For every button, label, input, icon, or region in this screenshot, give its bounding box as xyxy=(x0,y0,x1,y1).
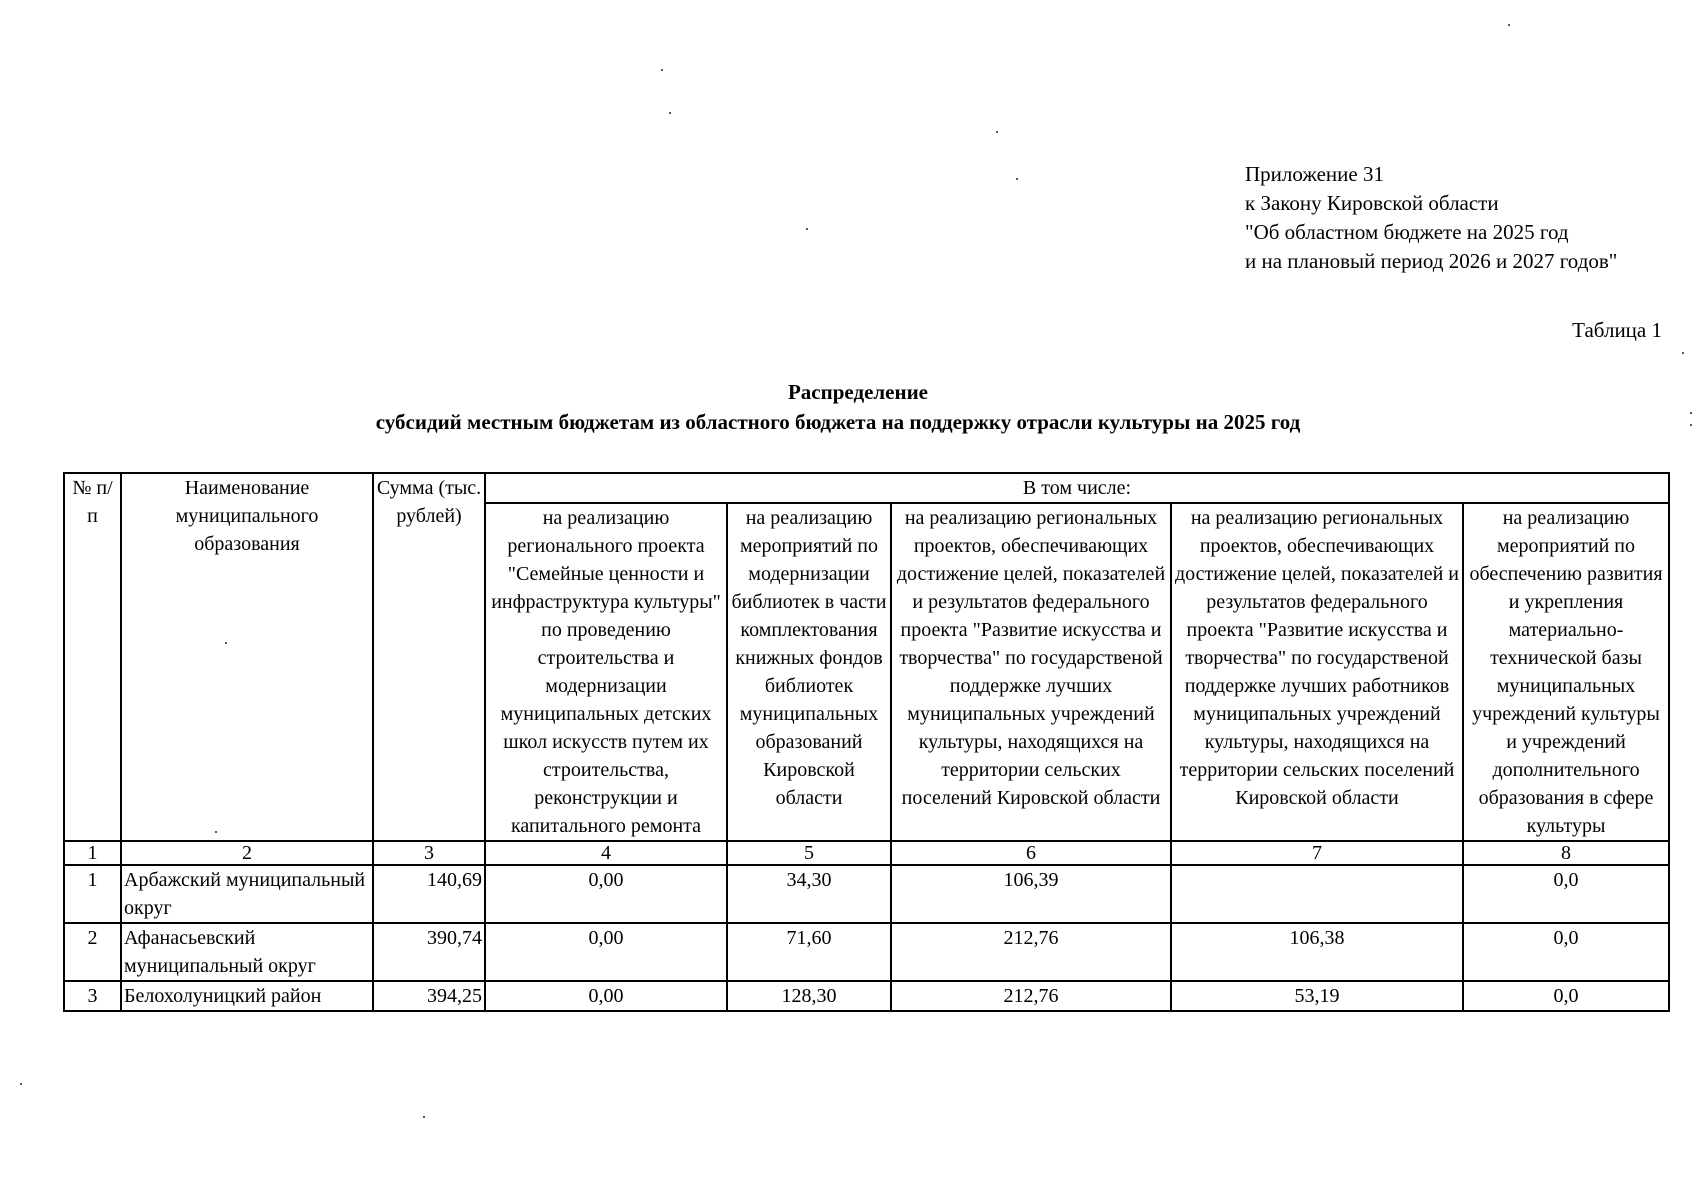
subsidy-table xyxy=(63,472,1670,1012)
row-col7: 106,38 xyxy=(1171,923,1463,981)
title-line-1: Распределение xyxy=(787,380,929,404)
appendix-line: Приложение 31 xyxy=(1245,162,1384,186)
row-sum: 394,25 xyxy=(373,981,485,1011)
row-col5: 128,30 xyxy=(727,981,891,1011)
table-row xyxy=(64,923,1669,981)
scan-speck xyxy=(1016,178,1018,180)
column-number: 1 xyxy=(64,841,121,865)
column-number: 5 xyxy=(727,841,891,865)
column-number: 7 xyxy=(1171,841,1463,865)
header-col7: на реализацию региональных проектов, обеспечивающих достижение целей, показателей и результатов федерального проекта "Развитие искусства и творчества" по государственой поддержке лучших работников муниципальных учреждений культуры, находящихся на территории сельских поселений Кировской области xyxy=(1171,503,1463,841)
row-col5: 34,30 xyxy=(727,865,891,923)
row-col4: 0,00 xyxy=(485,981,727,1011)
column-number: 3 xyxy=(373,841,485,865)
appendix-reference xyxy=(1245,160,1617,276)
appendix-line: "Об областном бюджете на 2025 год xyxy=(1245,220,1569,244)
header-col8: на реализацию мероприятий по обеспечению развития и укрепления материально-технической базы муниципальных учреждений культуры и учреждений дополнительного образования в сфере культуры xyxy=(1463,503,1669,841)
row-sum: 390,74 xyxy=(373,923,485,981)
scan-speck xyxy=(996,131,998,133)
row-col4: 0,00 xyxy=(485,923,727,981)
table-row xyxy=(64,981,1669,1011)
row-col6: 212,76 xyxy=(891,923,1171,981)
column-numbers-row xyxy=(64,841,1669,865)
document-title xyxy=(0,377,1696,437)
row-col5: 71,60 xyxy=(727,923,891,981)
header-sum: Сумма (тыс. рублей) xyxy=(373,473,485,841)
scan-speck xyxy=(669,112,671,114)
appendix-line: и на плановый период 2026 и 2027 годов" xyxy=(1245,249,1618,273)
row-number: 1 xyxy=(64,865,121,923)
title-line-2: субсидий местным бюджетам из областного бюджета на поддержку отрасли культуры на 2025 год xyxy=(375,410,1301,434)
row-col4: 0,00 xyxy=(485,865,727,923)
header-col4: на реализацию регионального проекта "Семейные ценности и инфраструктура культуры" по проведению строительства и модернизации муниципальных детских школ искусств путем их строительства, реконструкции и капитального ремонта xyxy=(485,503,727,841)
appendix-line: к Закону Кировской области xyxy=(1245,191,1499,215)
column-number: 6 xyxy=(891,841,1171,865)
header-col5: на реализацию мероприятий по модернизации библиотек в части комплектования книжных фондов библиотек муниципальных образований Кировской области xyxy=(727,503,891,841)
row-sum: 140,69 xyxy=(373,865,485,923)
row-col7: 53,19 xyxy=(1171,981,1463,1011)
table-row xyxy=(64,865,1669,923)
header-col6: на реализацию региональных проектов, обеспечивающих достижение целей, показателей и результатов федерального проекта "Развитие искусства и творчества" по государственой поддержке лучших муниципальных учреждений культуры, находящихся на территории сельских поселений Кировской области xyxy=(891,503,1171,841)
row-municipality: Афанасьевский муниципальный округ xyxy=(121,923,373,981)
row-number: 3 xyxy=(64,981,121,1011)
row-col8: 0,0 xyxy=(1463,923,1669,981)
column-number: 4 xyxy=(485,841,727,865)
scan-speck xyxy=(806,228,808,230)
scan-speck xyxy=(1508,24,1510,26)
header-group-including: В том числе: xyxy=(485,473,1669,503)
row-number: 2 xyxy=(64,923,121,981)
row-col8: 0,0 xyxy=(1463,865,1669,923)
scan-speck xyxy=(423,1116,425,1118)
column-number: 8 xyxy=(1463,841,1669,865)
header-municipality: Наименование муниципального образования xyxy=(121,473,373,841)
scan-speck xyxy=(661,69,663,71)
row-municipality: Белохолуницкий район xyxy=(121,981,373,1011)
header-number: № п/п xyxy=(64,473,121,841)
column-number: 2 xyxy=(121,841,373,865)
table-label: Таблица 1 xyxy=(1572,318,1662,342)
scan-speck xyxy=(1682,352,1684,354)
row-col6: 106,39 xyxy=(891,865,1171,923)
header-row-1 xyxy=(64,473,1669,503)
row-col6: 212,76 xyxy=(891,981,1171,1011)
row-col8: 0,0 xyxy=(1463,981,1669,1011)
scan-speck xyxy=(20,1083,22,1085)
row-col7 xyxy=(1171,865,1463,923)
row-municipality: Арбажский муниципальный округ xyxy=(121,865,373,923)
